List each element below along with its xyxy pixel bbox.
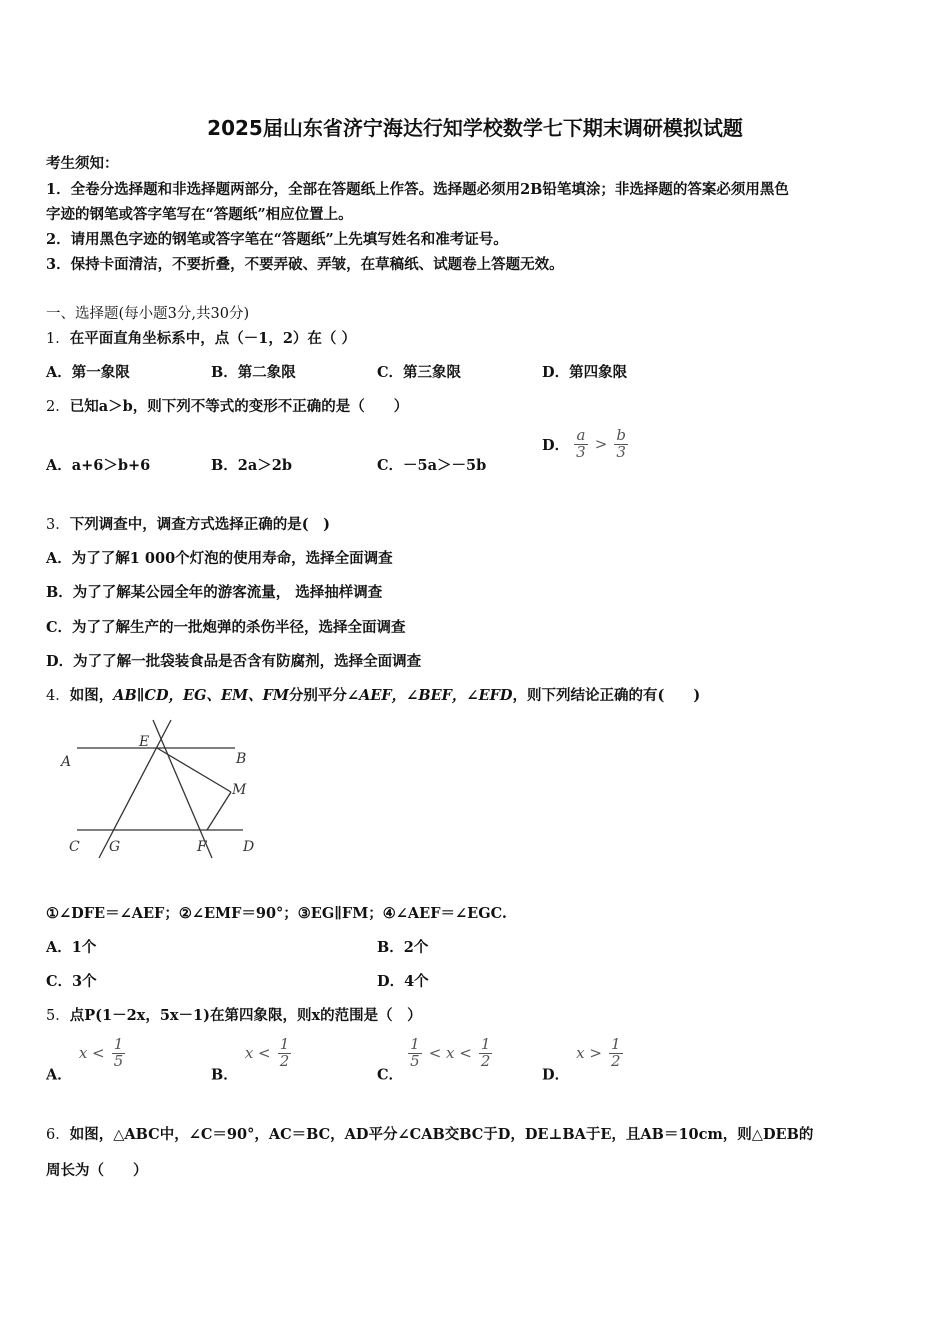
question-stem: 分别平分 [288,687,347,704]
question-stem: ，则下列结论正确的有( ) [512,687,701,704]
question-6 [46,1123,813,1144]
question-number: 5． [46,1008,70,1024]
label-a: A [61,754,72,770]
fraction: $\frac{b}{3}$ [616,426,626,461]
q2-option-b: B．2a＞2b [211,457,292,474]
math-expression: < x < [428,1044,472,1063]
q5-option-d [542,1037,623,1084]
fraction: $\frac{1}{2}$ [279,1035,290,1070]
option-label: C． [377,1066,404,1084]
q1-option-a: A．第一象限 [46,364,130,381]
fraction: $\frac{1}{2}$ [611,1035,621,1070]
question-stem: 如图， [69,687,114,704]
option-label: D． [542,436,570,454]
question-number: 2． [46,399,70,415]
math-expression: x < [78,1044,105,1063]
question-stem: 下列调查中，调查方式选择正确的是( ) [69,516,330,533]
question-4 [46,684,700,705]
notice-line-1a: 1．全卷分选择题和非选择题两部分，全部在答题纸上作答。选择题必须用2B铅笔填涂；非选择题的答案必须用黑色 [46,181,789,198]
label-g: G [109,839,121,855]
q4-option-c: C．3个 [46,973,97,990]
question-2 [46,395,408,416]
label-c: C [69,839,80,855]
q1-option-c: C．第三象限 [377,364,462,381]
line-ef [153,720,212,858]
q4-option-d: D．4个 [377,973,429,990]
fraction: $\frac{1}{5}$ [113,1035,124,1070]
question-stem: 在平面直角坐标系中，点（－1，2）在（ ） [69,330,356,347]
q3-option-d: D．为了了解一批袋装食品是否含有防腐剂，选择全面调查 [46,653,422,670]
label-m: M [232,782,247,798]
q3-option-a: A．为了了解1 000个灯泡的使用寿命，选择全面调查 [46,550,393,567]
math-text: ∠AEF，∠BEF，∠EFD [346,687,513,704]
fraction: $\frac{1}{2}$ [480,1035,491,1070]
operator: > [594,435,608,454]
math-expression: x < [244,1044,271,1063]
fraction: $\frac{a}{3}$ [576,426,586,461]
line-em [157,748,231,792]
q2-option-d [542,428,628,461]
line-eg [99,720,171,858]
option-label: B． [211,1066,238,1084]
q5-option-c [377,1037,492,1084]
q2-option-a: A．a+6＞b+6 [46,457,151,474]
question-1 [46,327,356,348]
label-d: D [243,839,255,855]
q4-option-b: B．2个 [377,939,429,956]
question-3 [46,513,330,534]
option-label: D． [542,1066,570,1084]
math-text: AB∥CD，EG、EM、FM [113,687,289,704]
option-label: A． [46,1066,72,1084]
page-title: 2025届山东省济宁海达行知学校数学七下期末调研模拟试题 [207,116,743,140]
q5-option-a [46,1037,125,1084]
question-stem: 已知a＞b，则下列不等式的变形不正确的是（ ） [69,398,409,415]
section-heading: 一、选择题(每小题3分,共30分) [46,306,250,322]
notice-line-3: 3．保持卡面清洁，不要折叠，不要弄破、弄皱，在草稿纸、试题卷上答题无效。 [46,256,564,273]
q4-option-a: A．1个 [46,939,97,956]
line-fm [207,792,231,830]
q4-conclusions: ①∠DFE＝∠AEF；②∠EMF＝90°；③EG∥FM；④∠AEF＝∠EGC. [46,905,507,922]
math-expression: x > [576,1044,602,1063]
fraction: $\frac{1}{5}$ [410,1035,420,1070]
question-number: 3． [46,517,70,533]
notice-line-1b: 字迹的钢笔或答字笔写在“答题纸”相应位置上。 [46,206,353,223]
notice-heading: 考生须知： [46,155,119,172]
question-number: 4． [46,688,70,704]
question-5 [46,1004,422,1025]
parallel-lines-figure [55,712,270,862]
q1-option-d: D．第四象限 [542,364,628,381]
label-b: B [236,751,247,767]
q2-option-c: C．－5a＞－5b [377,457,487,474]
question-stem: 点P(1－2x，5x－1)在第四象限，则x的范围是（ ） [69,1007,422,1024]
notice-line-2: 2．请用黑色字迹的钢笔或答字笔在“答题纸”上先填写姓名和准考证号。 [46,231,508,248]
question-number: 1． [46,331,70,347]
q5-option-b [211,1037,291,1084]
label-f: F [197,839,207,855]
label-e: E [139,734,150,750]
q1-option-b: B．第二象限 [211,364,296,381]
question-number: 6． [46,1127,70,1143]
question-6-line-2: 周长为（ ） [46,1162,148,1179]
question-stem: 如图，△ABC中，∠C＝90°，AC＝BC，AD平分∠CAB交BC于D，DE⊥BA于E，且AB＝10cm，则△DEB的 [69,1126,814,1143]
q3-option-c: C．为了了解生产的一批炮弹的杀伤半径，选择全面调查 [46,619,406,636]
q3-option-b: B．为了了解某公园全年的游客流量， 选择抽样调查 [46,584,383,601]
